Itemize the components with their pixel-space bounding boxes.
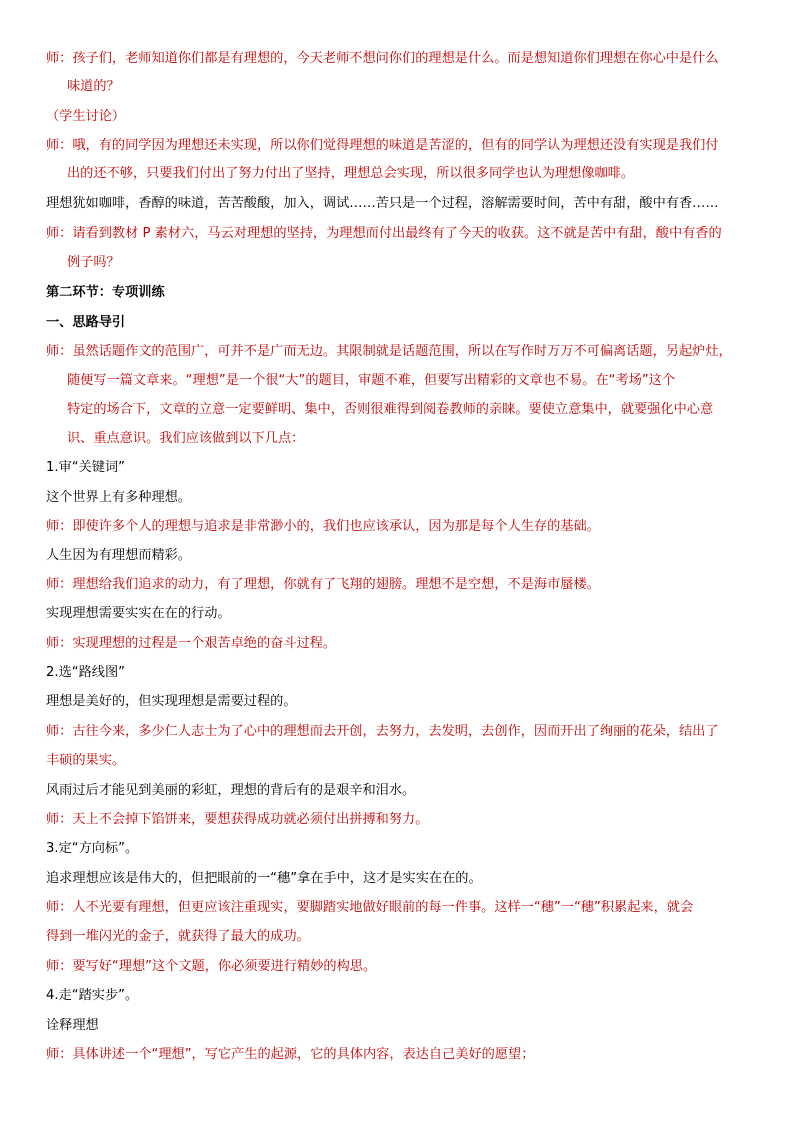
teacher-line-cont: 得到一堆闪光的金子，就获得了最大的成功。 xyxy=(46,929,310,944)
teacher-line: 师：即使许多个人的理想与追求是非常渺小的，我们也应该承认，因为那是每个人生存的基础。 xyxy=(46,519,600,534)
body-line: 理想是美好的，但实现理想是需要过程的。 xyxy=(46,694,297,709)
teacher-line: 师：具体讲述一个“理想”，写它产生的起源，它的具体内容，表达自己美好的愿望； xyxy=(46,1047,535,1062)
teacher-line-cont: 出的还不够，只要我们付出了努力付出了坚持，理想总会实现，所以很多同学也认为理想像咖啡。 xyxy=(67,166,635,181)
teacher-line: 师：虽然话题作文的范围广，可并不是广而无边。其限制就是话题范围，所以在写作时万万不可偏离话题，另起炉灶， xyxy=(46,344,732,359)
body-line: 追求理想应该是伟大的，但把眼前的一“穗”拿在手中，这才是实实在在的。 xyxy=(46,871,482,886)
teacher-line-cont: 随便写一篇文章来。“理想”是一个很“大”的题目，审题不难，但要写出精彩的文章也不易。在“考场”这个 xyxy=(67,373,676,388)
subsection-heading: 一、思路导引 xyxy=(46,315,126,330)
body-line: 实现理想需要实实在在的行动。 xyxy=(46,606,231,621)
student-discussion: （学生讨论） xyxy=(46,109,126,124)
teacher-line-cont: 例子吗？ xyxy=(67,255,120,270)
teacher-line: 师：请看到教材 P 素材六，马云对理想的坚持，为理想而付出最终有了今天的收获。这不就是苦中有甜，酸中有香的 xyxy=(46,226,722,241)
teacher-line-cont: 特定的场合下，文章的立意一定要鲜明、集中，否则很难得到阅卷教师的亲睐。要使立意集中，就要强化中心意 xyxy=(67,402,714,417)
body-line: 诠释理想 xyxy=(46,1018,99,1033)
teacher-line: 师：要写好“理想”这个文题，你必须要进行精妙的构思。 xyxy=(46,959,377,974)
body-line: 人生因为有理想而精彩。 xyxy=(46,548,192,563)
teacher-line: 师：实现理想的过程是一个艰苦卓绝的奋斗过程。 xyxy=(46,636,337,651)
section-heading: 第二环节：专项训练 xyxy=(46,285,165,300)
point-heading: 4.走“踏实步”。 xyxy=(46,988,139,1003)
teacher-line-cont: 味道的？ xyxy=(67,79,120,94)
body-line: 理想犹如咖啡，香醇的味道，苦苦酸酸，加入，调试……苦只是一个过程，溶解需要时间，苦中有甜，酸中有香…… xyxy=(46,196,719,211)
point-heading: 2.选“路线图” xyxy=(46,665,125,680)
point-heading: 3.定“方向标”。 xyxy=(46,841,139,856)
teacher-line: 师：理想给我们追求的动力，有了理想，你就有了飞翔的翅膀。理想不是空想，不是海市蜃楼。 xyxy=(46,577,600,592)
body-line: 这个世界上有多种理想。 xyxy=(46,490,192,505)
teacher-line: 师：哦，有的同学因为理想还未实现，所以你们觉得理想的味道是苦涩的，但有的同学认为理想还没有实现是我们付 xyxy=(46,138,719,153)
teacher-line: 师：人不光要有理想，但更应该注重现实，要脚踏实地做好眼前的每一件事。这样一“穗”一“穗”积累起来，就会 xyxy=(46,900,694,915)
point-heading: 1.审“关键词” xyxy=(46,460,125,475)
teacher-line: 师：古往今来，多少仁人志士为了心中的理想而去开创，去努力，去发明，去创作，因而开出了绚丽的花朵，结出了 xyxy=(46,724,719,739)
teacher-line: 师：天上不会掉下馅饼来，要想获得成功就必须付出拼搏和努力。 xyxy=(46,812,429,827)
teacher-line-cont: 丰硕的果实。 xyxy=(46,753,126,768)
body-line: 风雨过后才能见到美丽的彩虹，理想的背后有的是艰辛和泪水。 xyxy=(46,783,416,798)
teacher-line: 师：孩子们，老师知道你们都是有理想的，今天老师不想问你们的理想是什么。而是想知道你们理想在你心中是什么 xyxy=(46,51,719,66)
teacher-line-cont: 识、重点意识。我们应该做到以下几点： xyxy=(67,431,305,446)
